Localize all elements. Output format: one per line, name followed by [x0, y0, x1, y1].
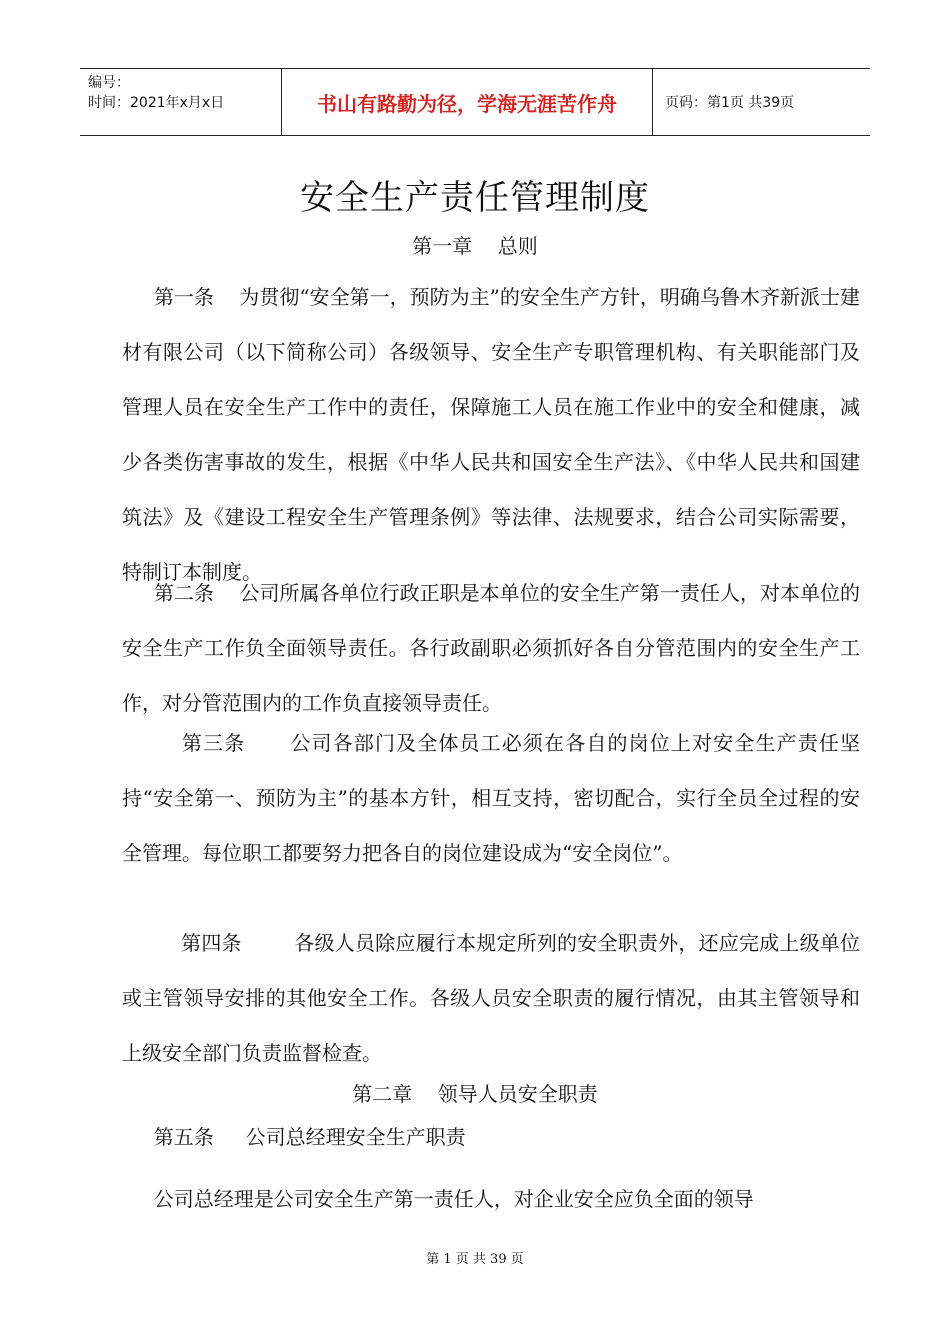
page-footer: 第 1 页 共 39 页 — [426, 1252, 524, 1267]
article-2: 第二条 公司所属各单位行政正职是本单位的安全生产第一责任人，对本单位的安全生产工作负全面领导责任。各行政副职必须抓好各自分管范围内的安全生产工作，对分管范围内的工作负直接领导责任。 — [122, 581, 860, 715]
article-1: 第一条 为贯彻“安全第一，预防为主”的安全生产方针，明确乌鲁木齐新派士建材有限公司（以下简称公司）各级领导、安全生产专职管理机构、有关职能部门及管理人员在安全生产工作中的责任，保障施工人员在施工作业中的安全和健康，减少各类伤害事故的发生，根据《中华人民共和国安全生产法》、《中华人民共和国建筑法》及《建设工程安全生产管理条例》等法律、法规要求，结合公司实际需要，特制订本制度。 — [122, 285, 860, 584]
article-3: 第三条 公司各部门及全体员工必须在各自的岗位上对安全生产责任坚持“安全第一、预防为主”的基本方针，相互支持，密切配合，实行全员全过程的安全管理。每位职工都要努力把各自的岗位建设成为“安全岗位”。 — [122, 731, 860, 865]
article-4: 第四条 各级人员除应履行本规定所列的安全职责外，还应完成上级单位或主管领导安排的其他安全工作。各级人员安全职责的履行情况，由其主管领导和上级安全部门负责监督检查。 — [122, 931, 861, 1065]
header-table — [80, 68, 870, 136]
header-left-cell — [80, 69, 282, 135]
chapter-1-heading: 第一章 总则 — [412, 234, 538, 258]
time-label: 时间：2021年x月x日 — [88, 95, 225, 111]
motto-text: 书山有路勤为径，学海无涯苦作舟 — [317, 91, 617, 116]
page-info: 页码：第1页 共39页 — [665, 95, 795, 111]
chapter-2-heading: 第二章 领导人员安全职责 — [352, 1082, 598, 1106]
article-5-body: 公司总经理是公司安全生产第一责任人，对企业安全应负全面的领导 — [122, 1187, 754, 1211]
header-page-cell — [653, 69, 870, 135]
document-title: 安全生产责任管理制度 — [300, 178, 650, 218]
header-motto-cell — [282, 69, 653, 135]
number-label: 编号： — [88, 75, 130, 91]
article-5-heading: 第五条 公司总经理安全生产职责 — [122, 1125, 466, 1149]
